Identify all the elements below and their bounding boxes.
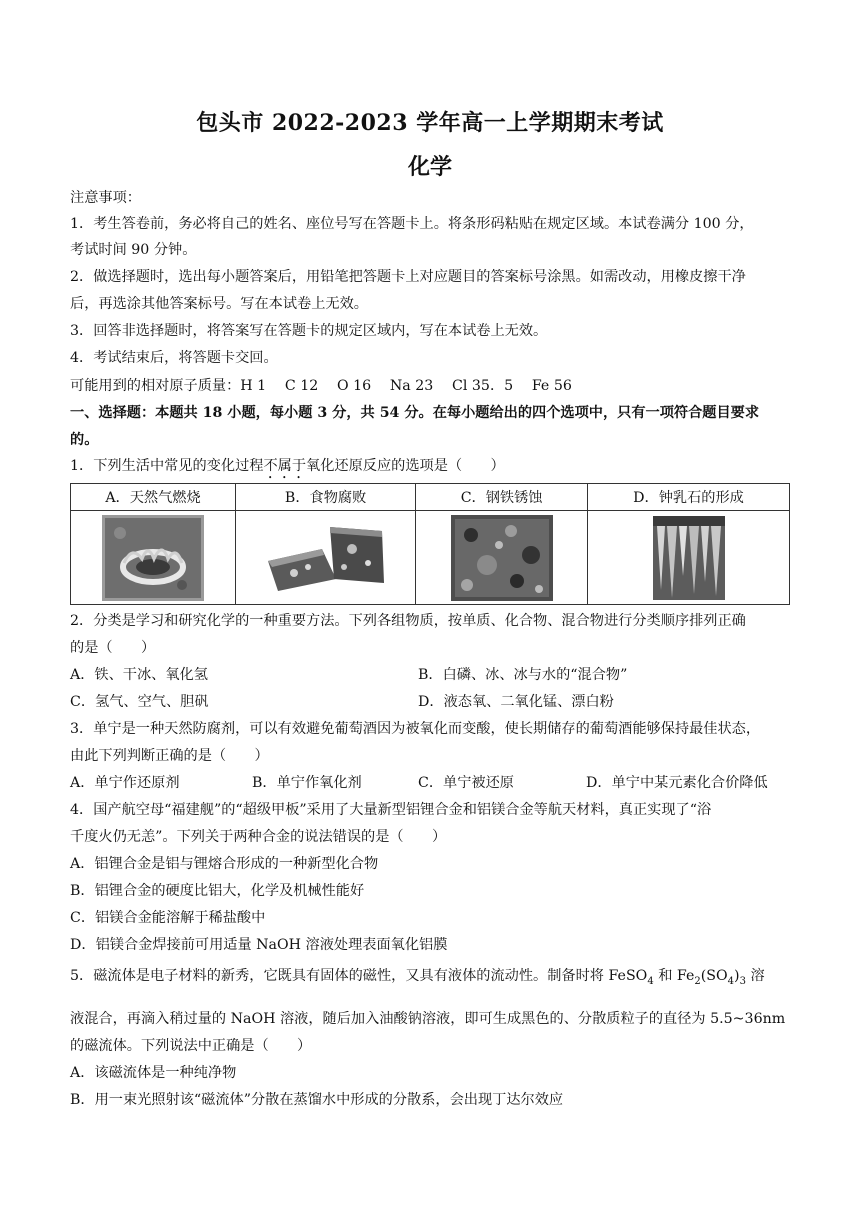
q1-image-cell-c xyxy=(416,511,588,605)
q2-option-b[interactable]: B．白磷、冰、冰与水的“混合物” xyxy=(418,667,628,683)
section-heading: 一、选择题：本题共 18 小题，每小题 3 分，共 54 分。在每小题给出的四个选项中，只有一项符合题目要求 xyxy=(70,405,760,421)
q5-stem-text: 5．磁流体是电子材料的新秀，它既具有固体的磁性，又具有液体的流动性。制备时将 xyxy=(70,968,609,984)
notice-item: 3．回答非选择题时，将答案写在答题卡的规定区域内，写在本试卷上无效。 xyxy=(70,323,548,339)
notice-item: 4．考试结束后，将答题卡交回。 xyxy=(70,350,278,366)
q1-option-d[interactable]: D．钟乳石的形成 xyxy=(588,484,790,511)
q5-stem-text-end: 溶 xyxy=(745,968,765,984)
notice-item: 后，再选涂其他答案标号。写在本试卷上无效。 xyxy=(70,296,368,312)
q5-option-b[interactable]: B．用一束光照射该“磁流体”分散在蒸馏水中形成的分散系，会出现丁达尔效应 xyxy=(70,1092,564,1108)
q1-stem-emphasis: 不属于 xyxy=(263,458,307,474)
moldy-bread-image xyxy=(264,521,388,595)
question-5-stem xyxy=(70,966,800,992)
q1-stem-b: 氧化还原反应的选项是（ ） xyxy=(306,458,505,474)
question-5-stem-cont: 液混合，再滴入稍过量的 NaOH 溶液，随后加入油酸钠溶液，即可生成黑色的、分散质粒子的直径为 5.5~36nm xyxy=(70,1011,786,1027)
q4-option-a[interactable]: A．铝锂合金是铝与锂熔合形成的一种新型化合物 xyxy=(70,856,379,872)
question-3-stem-cont: 由此下列判断正确的是（ ） xyxy=(70,748,269,764)
question-2-stem: 2．分类是学习和研究化学的一种重要方法。下列各组物质，按单质、化合物、混合物进行分类顺序排列正确 xyxy=(70,613,746,629)
notice-item: 考试时间 90 分钟。 xyxy=(70,242,197,258)
question-1-table xyxy=(70,483,790,605)
notice-item: 1．考生答卷前，务必将自己的姓名、座位号写在答题卡上。将条形码粘贴在规定区域。本试卷满分 100 分， xyxy=(70,216,754,232)
atomic-mass-line: 可能用到的相对原子质量：H 1 C 12 O 16 Na 23 Cl 35．5 Fe 56 xyxy=(70,378,572,394)
q4-option-b[interactable]: B．铝锂合金的硬度比铝大，化学及机械性能好 xyxy=(70,883,365,899)
q1-option-a[interactable]: A．天然气燃烧 xyxy=(71,484,236,511)
rusted-steel-image xyxy=(451,515,553,601)
formula-feso4: FeSO$_4$ xyxy=(608,968,654,987)
q3-option-b[interactable]: B．单宁作氧化剂 xyxy=(252,775,362,791)
q3-option-c[interactable]: C．单宁被还原 xyxy=(418,775,514,791)
q1-stem-a: 1．下列生活中常见的变化过程 xyxy=(70,458,264,474)
q4-option-c[interactable]: C．铝镁合金能溶解于稀盐酸中 xyxy=(70,910,266,926)
question-4-stem: 4．国产航空母“福建舰”的“超级甲板”采用了大量新型铝锂合金和铝镁合金等航天材料，真正实现了“浴 xyxy=(70,802,712,818)
q2-option-d[interactable]: D．液态氧、二氧化锰、漂白粉 xyxy=(418,694,614,710)
q1-image-cell-d xyxy=(588,511,790,605)
q2-option-c[interactable]: C．氢气、空气、胆矾 xyxy=(70,694,209,710)
q5-and: 和 xyxy=(653,968,677,984)
exam-subject: 化学 xyxy=(407,154,452,180)
q1-option-b[interactable]: B．食物腐败 xyxy=(236,484,416,511)
question-1-stem xyxy=(70,456,800,482)
q5-option-a[interactable]: A．该磁流体是一种纯净物 xyxy=(70,1065,237,1081)
question-3-stem: 3．单宁是一种天然防腐剂，可以有效避免葡萄酒因为被氧化而变酸，使长期储存的葡萄酒能够保持最佳状态， xyxy=(70,721,761,737)
q4-option-d[interactable]: D．铝镁合金焊接前可用适量 NaOH 溶液处理表面氧化铝膜 xyxy=(70,937,448,953)
gas-stove-flame-image xyxy=(102,515,204,601)
stalactite-image xyxy=(653,516,725,600)
q1-image-cell-a xyxy=(71,511,236,605)
question-4-stem-cont: 千度火仍无恙”。下列关于两种合金的说法错误的是（ ） xyxy=(70,829,447,845)
exam-title: 包头市 2022-2023 学年高一上学期期末考试 xyxy=(196,110,664,136)
q3-option-a[interactable]: A．单宁作还原剂 xyxy=(70,775,180,791)
section-heading-cont: 的。 xyxy=(70,432,99,448)
q1-option-c[interactable]: C．钢铁锈蚀 xyxy=(416,484,588,511)
q3-option-d[interactable]: D．单宁中某元素化合价降低 xyxy=(586,775,768,791)
notice-heading: 注意事项： xyxy=(70,190,141,206)
q1-image-cell-b xyxy=(236,511,416,605)
notice-item: 2．做选择题时，选出每小题答案后，用铅笔把答题卡上对应题目的答案标号涂黑。如需改动，用橡皮擦干净 xyxy=(70,269,746,285)
formula-fe2so43: $Fe_2(SO_4)_3$ xyxy=(676,968,746,987)
question-2-stem-cont: 的是（ ） xyxy=(70,640,156,656)
question-5-stem-cont2: 的磁流体。下列说法中正确是（ ） xyxy=(70,1038,312,1054)
q2-option-a[interactable]: A．铁、干冰、氧化氢 xyxy=(70,667,208,683)
